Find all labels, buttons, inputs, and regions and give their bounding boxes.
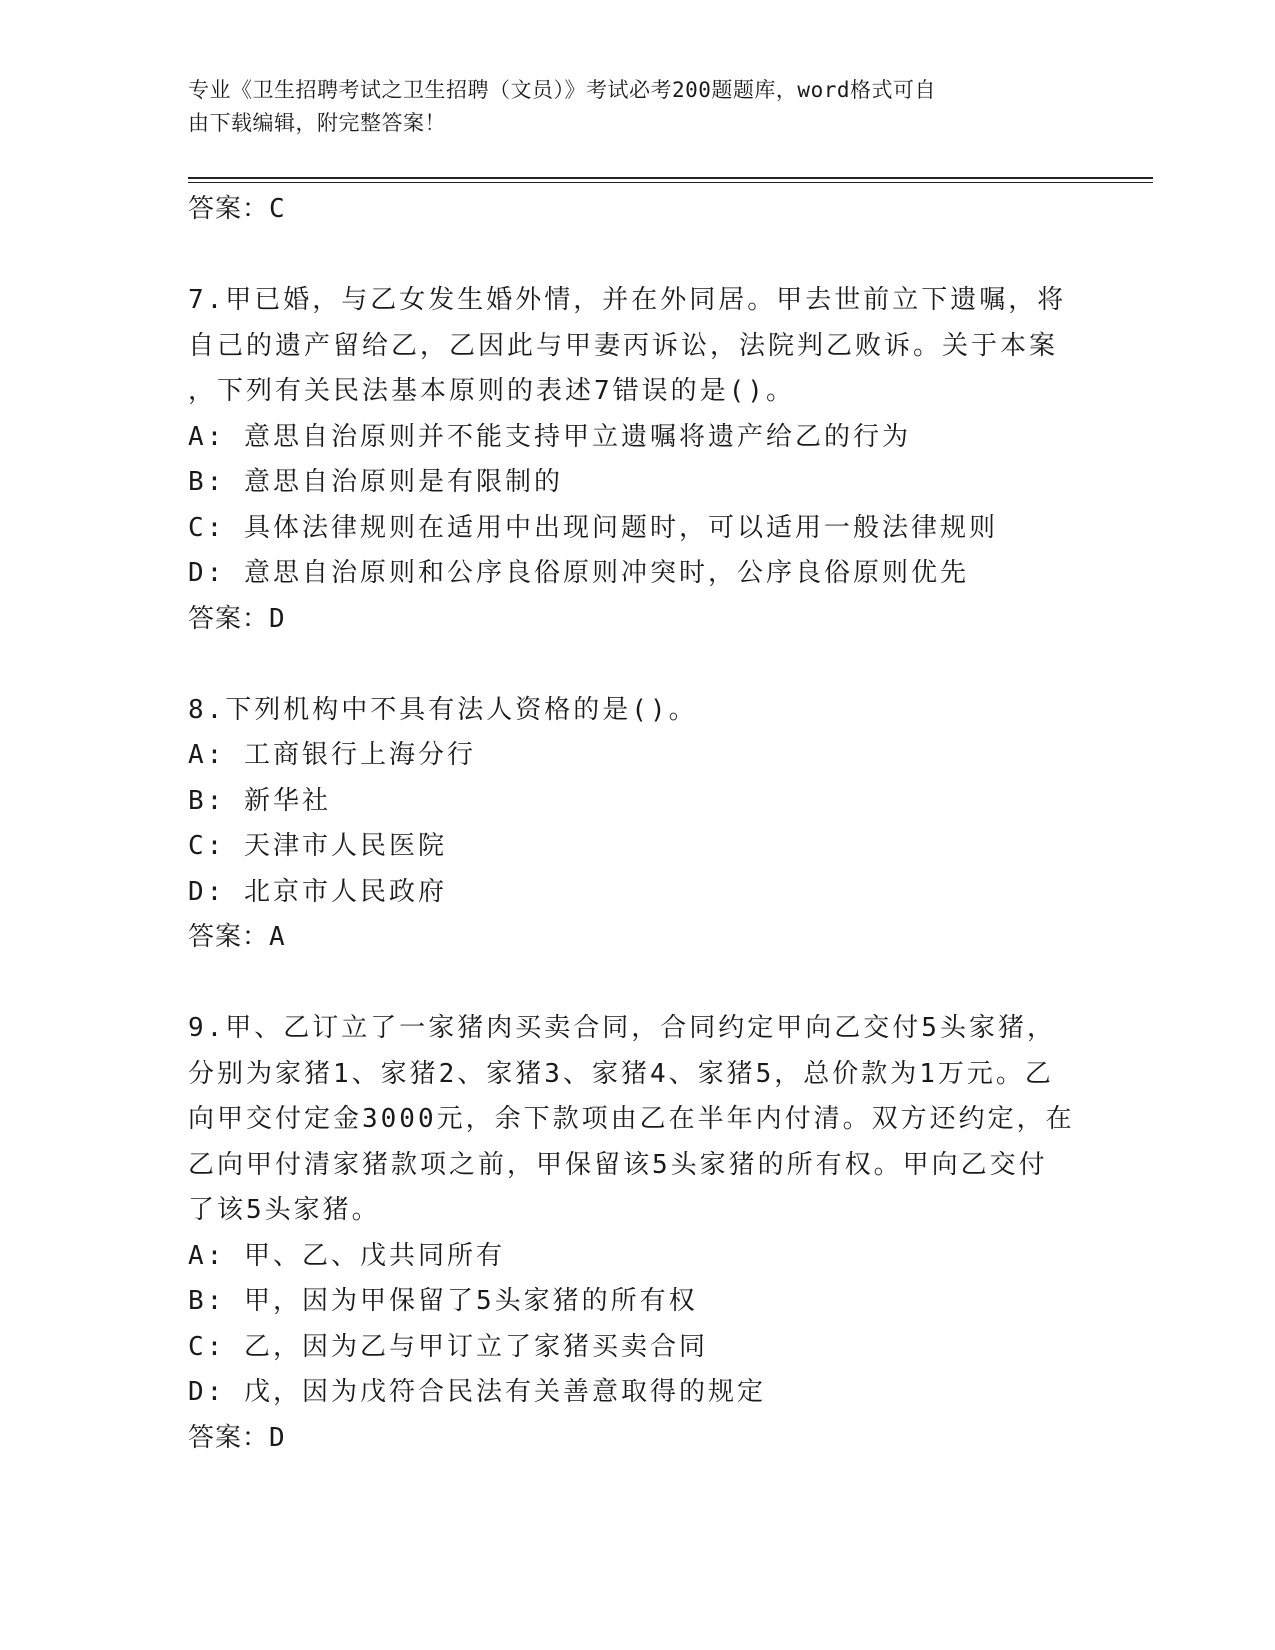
spacer	[188, 961, 1088, 1007]
question-stem-line: 了该5头家猪。	[188, 1195, 381, 1225]
page-header	[188, 74, 1088, 140]
answer: 答案：A	[188, 922, 286, 952]
question-stem-line: 乙向甲付清家猪款项之前，甲保留该5头家猪的所有权。甲向乙交付	[188, 1149, 1048, 1180]
option-c: C: 天津市人民医院	[188, 831, 447, 861]
question-stem-line: ，下列有关民法基本原则的表述7错误的是()。	[188, 376, 795, 406]
previous-answer: 答案：C	[188, 194, 286, 224]
option-b: B: 意思自治原则是有限制的	[188, 467, 563, 497]
spacer	[188, 642, 1088, 688]
question-7	[188, 278, 1088, 642]
option-c: C: 具体法律规则在适用中出现问题时，可以适用一般法律规则	[188, 512, 998, 543]
option-d: D: 意思自治原则和公序良俗原则冲突时，公序良俗原则优先	[188, 558, 969, 588]
question-stem-line: 分别为家猪1、家猪2、家猪3、家猪4、家猪5，总价款为1万元。乙	[188, 1058, 1054, 1089]
question-9	[188, 1006, 1088, 1461]
question-stem-line: 7.甲已婚，与乙女发生婚外情，并在外同居。甲去世前立下遗嘱，将	[188, 285, 1067, 315]
header-rule-thin	[188, 182, 1153, 183]
option-a: A: 甲、乙、戊共同所有	[188, 1240, 505, 1271]
question-stem-line: 9.甲、乙订立了一家猪肉买卖合同，合同约定甲向乙交付5头家猪，	[188, 1013, 1056, 1043]
spacer	[188, 233, 1088, 279]
option-c: C: 乙，因为乙与甲订立了家猪买卖合同	[188, 1331, 708, 1362]
question-stem-line: 向甲交付定金3000元，余下款项由乙在半年内付清。双方还约定，在	[188, 1104, 1075, 1134]
option-b: B: 新华社	[188, 785, 331, 816]
option-b: B: 甲，因为甲保留了5头家猪的所有权	[188, 1286, 698, 1316]
option-d: D: 北京市人民政府	[188, 876, 447, 907]
answer: 答案：D	[188, 603, 286, 634]
header-line-1: 专业《卫生招聘考试之卫生招聘（文员）》考试必考200题题库，word格式可自	[188, 78, 936, 102]
option-a: A: 工商银行上海分行	[188, 740, 476, 770]
question-stem-line: 8.下列机构中不具有法人资格的是()。	[188, 694, 698, 725]
option-d: D: 戊，因为戊符合民法有关善意取得的规定	[188, 1377, 766, 1407]
question-content	[188, 187, 1088, 1461]
option-a: A: 意思自治原则并不能支持甲立遗嘱将遗产给乙的行为	[188, 421, 911, 452]
question-stem-line: 自己的遗产留给乙，乙因此与甲妻丙诉讼，法院判乙败诉。关于本案	[188, 330, 1059, 361]
header-rule-thick	[188, 177, 1153, 179]
answer: 答案：D	[188, 1422, 286, 1453]
header-line-2: 由下载编辑，附完整答案！	[188, 111, 446, 135]
question-8	[188, 688, 1088, 961]
